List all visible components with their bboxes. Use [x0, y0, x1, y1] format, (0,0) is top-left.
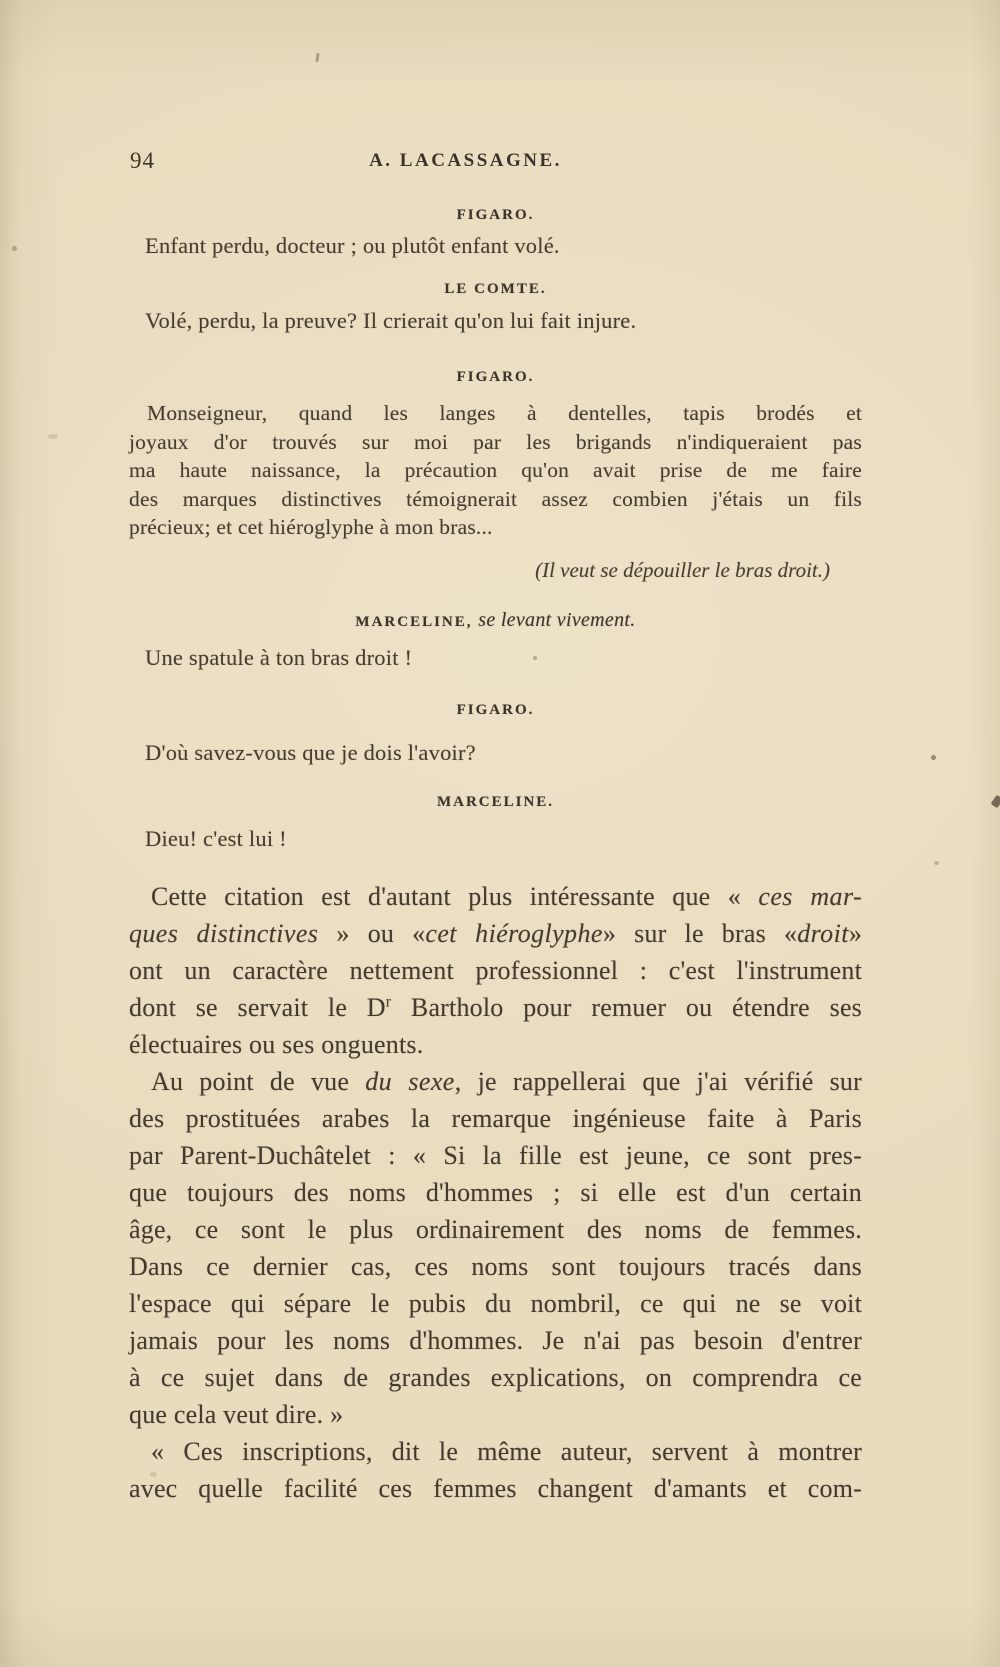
body-line: Cette citation est d'autant plus intéressante que « ces mar-: [151, 882, 862, 911]
speaker-heading-comte: LE COMTE.: [444, 281, 547, 297]
body-line: l'espace qui sépare le pubis du nombril, ce qui ne se voit: [129, 1289, 862, 1318]
speaker-stage-note: se levant vivement.: [478, 609, 636, 631]
tirade-line: des marques distinctives témoignerait assez combien j'étais un fils: [129, 486, 862, 511]
dialogue-paragraph-figaro: [129, 399, 862, 542]
body-line: que cela veut dire. »: [129, 1400, 344, 1429]
scan-speck: [991, 795, 1000, 809]
superscript-r: r: [385, 993, 392, 1011]
body-line: « Ces inscriptions, dit le même auteur, servent à montrer: [151, 1437, 862, 1466]
body-line: à ce sujet dans de grandes explications, on comprendra ce: [129, 1363, 862, 1392]
running-title: A. LACASSAGNE.: [369, 150, 562, 171]
dialogue-line-comte: Volé, perdu, la preuve? Il crierait qu'on lui fait injure.: [145, 308, 637, 333]
page-header: [129, 148, 862, 174]
speaker-heading-figaro-1: FIGARO.: [456, 207, 535, 223]
commentary-text: [129, 878, 862, 1507]
body-line: ont un caractère nettement professionnel : c'est l'instrument: [129, 956, 862, 985]
dialogue-line-figaro-1: Enfant perdu, docteur ; ou plutôt enfant volé.: [145, 233, 560, 258]
tirade-line: précieux; et cet hiéroglyphe à mon bras...: [129, 515, 493, 539]
speaker-name: MARCELINE,: [355, 614, 473, 630]
scan-speck: [931, 755, 936, 760]
tirade-line: ma haute naissance, la précaution qu'on avait prise de me faire: [129, 458, 862, 482]
dialogue-line-figaro-3: D'où savez-vous que je dois l'avoir?: [145, 740, 476, 765]
body-line: Dans ce dernier cas, ces noms sont toujours tracés dans: [129, 1252, 862, 1281]
speaker-heading-marceline-1: [129, 611, 862, 631]
body-line: Au point de vue du sexe, je rappellerai que j'ai vérifié sur: [151, 1067, 862, 1096]
dialogue-line-marceline-1: Une spatule à ton bras droit !: [145, 645, 413, 670]
body-line: avec quelle facilité ces femmes changent d'amants et com-: [129, 1474, 862, 1503]
body-line: par Parent-Duchâtelet : « Si la fille est jeune, ce sont pres-: [129, 1141, 862, 1170]
scan-speck: [12, 246, 17, 251]
text-column: [129, 0, 862, 1667]
body-line: âge, ce sont le plus ordinairement des noms de femmes.: [129, 1215, 862, 1244]
stage-direction: (Il veut se dépouiller le bras droit.): [535, 558, 830, 582]
speaker-heading-figaro-3: FIGARO.: [456, 702, 535, 718]
body-line: dont se servait le $D^r$ Bartholo pour remuer ou étendre ses: [129, 993, 862, 1022]
body-line: ques distinctives » ou «cet hiéroglyphe» sur le bras «droit»: [129, 919, 863, 948]
tirade-line: Monseigneur, quand les langes à dentelles, tapis brodés et: [147, 401, 862, 425]
body-line: jamais pour les noms d'hommes. Je n'ai pas besoin d'entrer: [129, 1326, 862, 1355]
scan-speck: [48, 434, 58, 439]
body-line: que toujours des noms d'hommes ; si elle est d'un certain: [129, 1178, 862, 1207]
page-number: 94: [130, 148, 155, 173]
tirade-line: joyaux d'or trouvés sur moi par les brigands n'indiqueraient pas: [129, 429, 862, 454]
scan-speck: [533, 656, 537, 660]
scan-speck: [934, 861, 939, 865]
body-line: électuaires ou ses onguents.: [129, 1030, 424, 1059]
dialogue-line-marceline-2: Dieu! c'est lui !: [145, 826, 287, 851]
scan-speck: [150, 1472, 157, 1477]
speaker-heading-marceline-2: MARCELINE.: [436, 794, 555, 810]
speaker-heading-figaro-2: FIGARO.: [456, 369, 535, 385]
body-line: des prostituées arabes la remarque ingénieuse faite à Paris: [129, 1104, 862, 1133]
